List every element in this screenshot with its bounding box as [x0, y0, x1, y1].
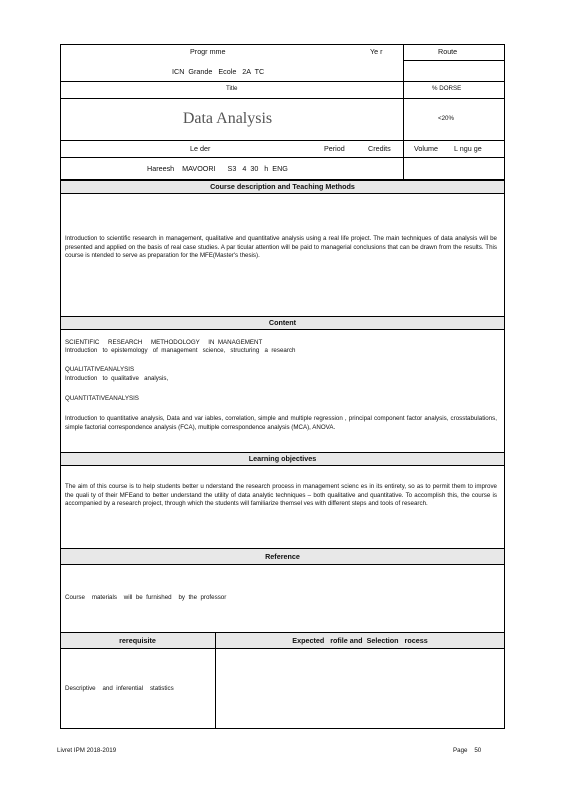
period-label: Period	[324, 144, 345, 153]
description-heading: Course description and Teaching Methods	[210, 182, 355, 191]
route-label: Route	[438, 47, 458, 56]
prerequisite-text: Descriptive and inferential statistics	[65, 685, 174, 692]
year-label: Ye r	[370, 47, 383, 56]
credits-label: Credits	[368, 144, 391, 153]
objectives-text: The aim of this course is to help students better u nderstand the research process in management scienc es in its entirety, so as to permit them to improve the quali ty of their MFEand to better understand the utility of data analytic techniques – both qualitative and quantitative. To accomplish this, the course is accompanied by a research project, through which the students will familiarize themsel ves with different steps and tools of research.	[65, 483, 497, 507]
content-line-2: Introduction to epistemology of management science, structuring a research	[65, 347, 296, 354]
content-line-4: Introduction to qualitative analysis,	[65, 375, 169, 382]
programme-value: ICN Grande Ecole 2A TC	[172, 67, 265, 76]
content-line-3: QUALITATIVEANALYSIS	[65, 366, 135, 373]
volume-label: Volume	[414, 144, 438, 153]
content-heading: Content	[268, 318, 297, 327]
content-line-1: SCIENTIFIC RESEARCH METHODOLOGY IN MANAGEMENT	[65, 339, 263, 346]
reference-text: Course materials will be furnished by the professor	[65, 594, 227, 601]
page-number: Page 50	[453, 747, 482, 754]
title-label: Title	[226, 85, 238, 92]
reference-heading: Reference	[265, 552, 300, 561]
dorse-label: % DORSE	[432, 85, 462, 92]
description-text: Introduction to scientific research in management, qualitative and quantitative analysis using a real life project. The main techniques of data analysis will be presented and applied on the basis of real case studies. A par ticular attention will be paid to managerial conclusions that can be drawn from the results. This course is ntended to serve as preparation for the MFE(Master's thesis).	[65, 235, 497, 259]
leader-label: Le der	[190, 144, 211, 153]
leader-value: Hareesh MAVOORI S3 4 30 h ENG	[147, 164, 288, 173]
course-title: Data Analysis	[182, 110, 273, 127]
content-line-6: Introduction to quantitative analysis, Data and var iables, correlation, simple and multiple regression , principal component factor analysis, crosstabulations, simple factorial correspondence analysis (FCA), multiple correspondence analysis (MCA), ANOVA.	[65, 415, 497, 431]
dorse-value: <20%	[438, 115, 454, 122]
language-label: L ngu ge	[454, 144, 482, 153]
expected-profile-heading: Expected rofile and Selection rocess	[292, 636, 428, 645]
content-line-5: QUANTITATIVEANALYSIS	[65, 395, 139, 402]
programme-label: Progr mme	[190, 47, 226, 56]
objectives-heading: Learning objectives	[248, 454, 317, 463]
prerequisite-heading: rerequisite	[119, 636, 156, 645]
footer-left: Livret IPM 2018-2019	[57, 747, 117, 754]
